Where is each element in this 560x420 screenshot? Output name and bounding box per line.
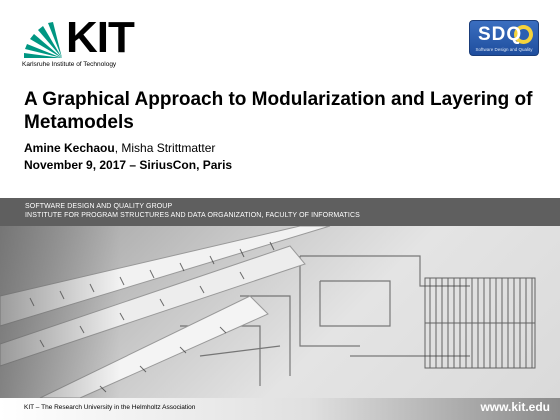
kit-letters: KIT [66, 13, 134, 62]
background-photo [0, 226, 560, 398]
kit-logo [22, 14, 134, 70]
slide-title: A Graphical Approach to Modularization and Layering of Metamodels [24, 89, 533, 133]
authors [24, 141, 215, 155]
group-band [0, 198, 560, 226]
sdq-logo [469, 20, 539, 56]
author-separator: , [114, 141, 122, 155]
blueprint-illustration [0, 226, 560, 398]
lead-author: Amine Kechaou [24, 141, 115, 155]
footer [0, 398, 560, 420]
event-line: November 9, 2017 – SiriusCon, Paris [24, 158, 233, 172]
footer-association: KIT – The Research University in the Helmholtz Association [24, 404, 196, 411]
kit-subtitle: Karlsruhe Institute of Technology [22, 61, 117, 68]
footer-url[interactable]: www.kit.edu [480, 400, 550, 414]
sdq-letters: SDQ [478, 24, 523, 45]
other-authors: Misha Strittmatter [121, 141, 216, 155]
band-line-group: SOFTWARE DESIGN AND QUALITY GROUP [25, 203, 173, 210]
kit-fan-icon [22, 20, 66, 60]
band-line-institute: INSTITUTE FOR PROGRAM STRUCTURES AND DATA ORGANIZATION, FACULTY OF INFORMATICS [25, 212, 360, 219]
sdq-subtitle: Software Design and Quality [475, 47, 533, 52]
